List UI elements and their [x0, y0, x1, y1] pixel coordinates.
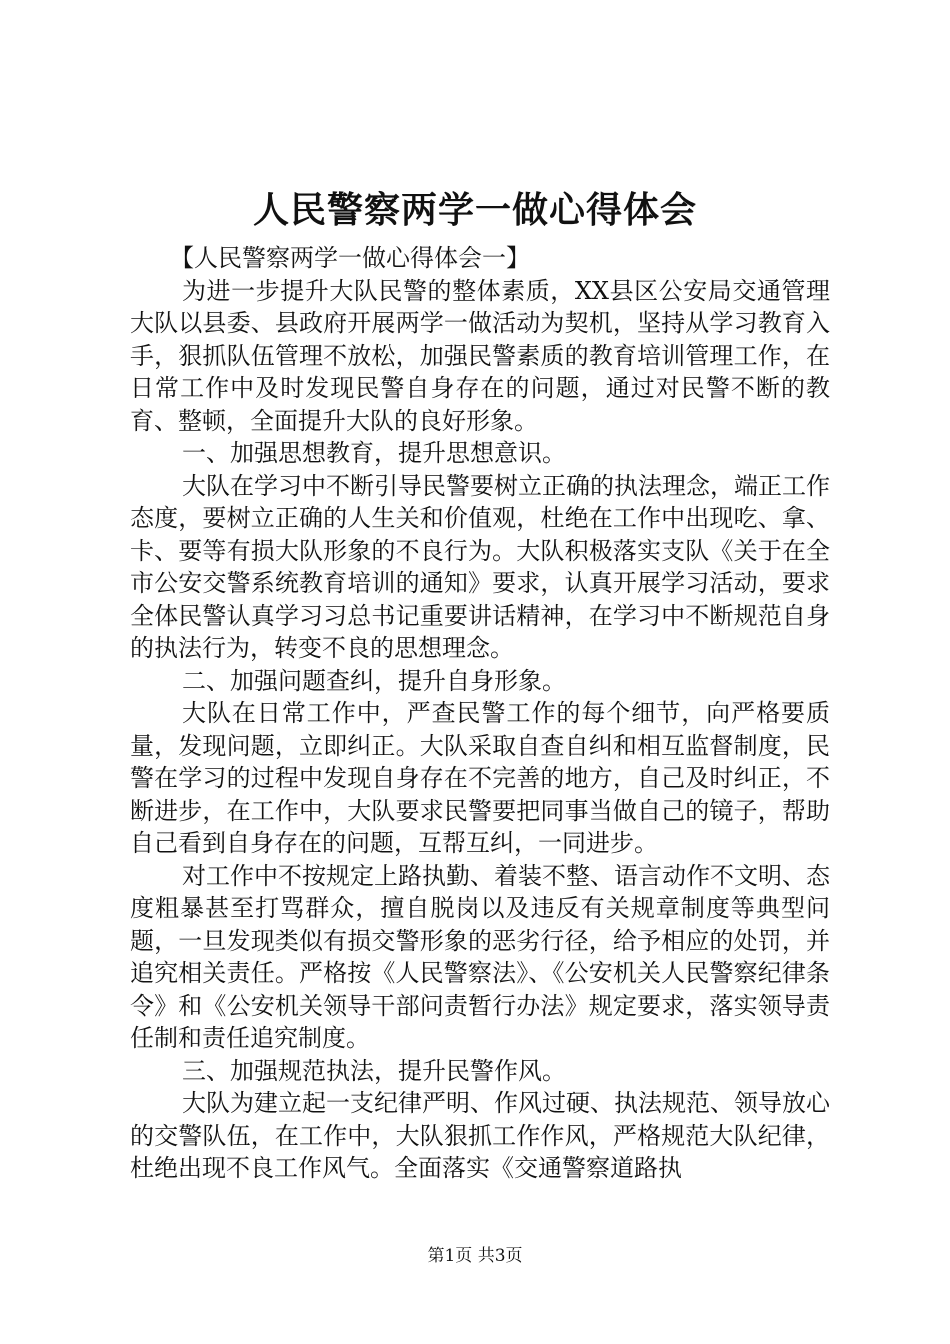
page-footer: 第1页 共3页 — [427, 1246, 523, 1266]
document-title: 人民警察两学一做心得体会 — [252, 189, 697, 231]
paragraph-intro: 为进一步提升大队民警的整体素质，XX县区公安局交通管理大队以县委、县政府开展两学一做活动为契机，坚持从学习教育入手，狠抓队伍管理不放松，加强民警素质的教育培训管理工作，在日常工作中及时发现民警自身存在的问题，通过对民警不断的教育、整顿，全面提升大队的良好形象。 — [130, 276, 830, 435]
document-subtitle: 【人民警察两学一做心得体会一】 — [170, 244, 530, 272]
paragraph-section-2a: 大队在日常工作中，严查民警工作的每个细节，向严格要质量，发现问题，立即纠正。大队采取自查自纠和相互监督制度，民警在学习的过程中发现自身存在不完善的地方，自己及时纠正，不断进步，在工作中，大队要求民警要把同事当做自己的镜子，帮助自己看到自身存在的问题，互帮互纠，一同进步。 — [130, 699, 830, 857]
section-heading-1: 一、加强思想教育，提升思想意识。 — [182, 439, 566, 467]
paragraph-section-2b: 对工作中不按规定上路执勤、着装不整、语言动作不文明、态度粗暴甚至打骂群众，擅自脱岗以及违反有关规章制度等典型问题，一旦发现类似有损交警形象的恶劣行径，给予相应的处罚，并追究相关责任。严格按《人民警察法》、《公安机关人民警察纪律条令》和《公安机关领导干部问责暂行办法》规定要求，落实领导责任制和责任追究制度。 — [130, 861, 830, 1052]
paragraph-section-3: 大队为建立起一支纪律严明、作风过硬、执法规范、领导放心的交警队伍，在工作中，大队狠抓工作作风，严格规范大队纪律，杜绝出现不良工作风气。全面落实《交通警察道路执 — [130, 1089, 830, 1182]
paragraph-section-1: 大队在学习中不断引导民警要树立正确的执法理念，端正工作态度，要树立正确的人生关和价值观，杜绝在工作中出现吃、拿、卡、要等有损大队形象的不良行为。大队积极落实支队《关于在全市公安交警系统教育培训的通知》要求，认真开展学习活动，要求全体民警认真学习习总书记重要讲话精神，在学习中不断规范自身的执法行为，转变不良的思想理念。 — [130, 471, 830, 662]
section-heading-3: 三、加强规范执法，提升民警作风。 — [182, 1056, 566, 1085]
document-body — [130, 242, 830, 1185]
section-heading-2: 二、加强问题查纠，提升自身形象。 — [182, 666, 566, 695]
